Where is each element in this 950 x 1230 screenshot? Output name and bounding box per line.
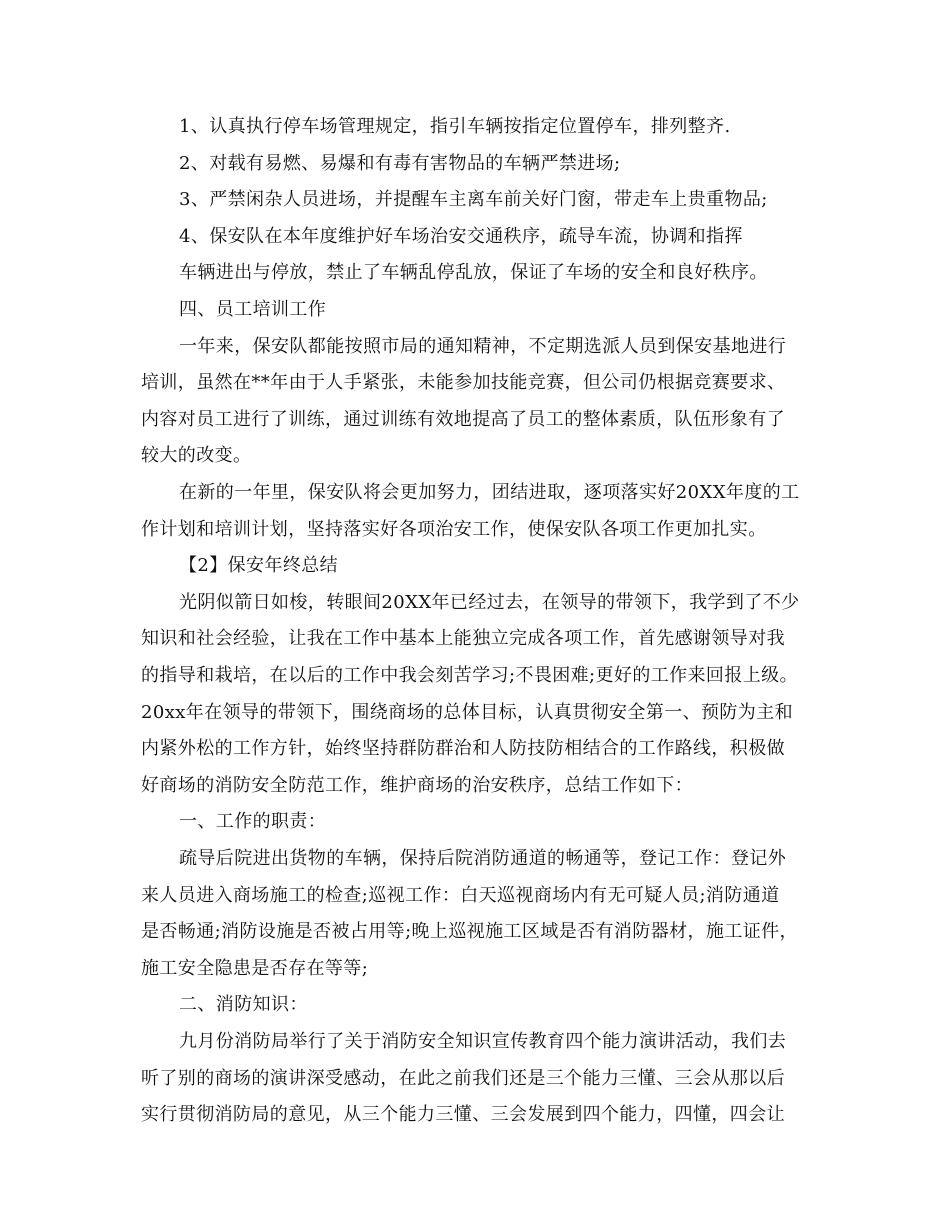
text-line: 一年来，保安队都能按照市局的通知精神，不定期选派人员到保安基地进行 <box>179 335 787 357</box>
text-line: 作计划和培训计划，坚持落实好各项治安工作，使保安队各项工作更加扎实。 <box>141 518 767 540</box>
text-line: 2、对载有易燃、易爆和有毒有害物品的车辆严禁进场; <box>179 152 621 174</box>
text-line: 内紧外松的工作方针，始终坚持群防群治和人防技防相结合的工作路线，积极做 <box>141 738 785 760</box>
text-line: 施工安全隐患是否存在等等; <box>141 957 369 979</box>
text-line: 较大的改变。 <box>141 445 252 467</box>
text-line: 1、认真执行停车场管理规定，指引车辆按指定位置停车，排列整齐. <box>179 116 731 137</box>
text-line: 二、消防知识： <box>179 994 308 1016</box>
text-line: 在新的一年里，保安队将会更加努力，团结进取，逐项落实好20XX年度的工 <box>179 482 800 503</box>
text-line: 疏导后院进出货物的车辆，保持后院消防通道的畅通等，登记工作：登记外 <box>179 848 787 869</box>
text-line: 4、保安队在本年度维护好车场治安交通秩序，疏导车流，协调和指挥 <box>179 225 743 247</box>
text-line: 培训，虽然在**年由于人手紧张，未能参加技能竞赛，但公司仍根据竞赛要求、 <box>141 372 786 394</box>
text-line: 的指导和栽培，在以后的工作中我会刻苦学习;不畏困难;更好的工作来回报上级。 <box>141 665 798 686</box>
text-line: 四、员工培训工作 <box>179 299 327 320</box>
text-line: 20xx年在领导的带领下，围绕商场的总体目标，认真贯彻安全第一、预防为主和 <box>141 701 794 723</box>
text-line: 一、工作的职责： <box>179 811 327 833</box>
text-line: 知识和社会经验，让我在工作中基本上能独立完成各项工作，首先感谢领导对我 <box>141 628 785 650</box>
text-line: 实行贯彻消防局的意见，从三个能力三懂、三会发展到四个能力，四懂，四会让 <box>141 1104 785 1126</box>
text-line: 车辆进出与停放，禁止了车辆乱停乱放，保证了车场的安全和良好秩序。 <box>179 262 768 284</box>
text-line: 是否畅通;消防设施是否被占用等;晚上巡视施工区域是否有消防器材，施工证件， <box>141 921 798 943</box>
text-line: 九月份消防局举行了关于消防安全知识宣传教育四个能力演讲活动，我们去 <box>179 1031 787 1052</box>
text-line: 内容对员工进行了训练，通过训练有效地提高了员工的整体素质，队伍形象有了 <box>141 408 785 430</box>
text-line: 听了别的商场的演讲深受感动，在此之前我们还是三个能力三懂、三会从那以后 <box>141 1067 785 1089</box>
text-line: 【2】保安年终总结 <box>179 555 339 577</box>
text-line: 好商场的消防安全防范工作，维护商场的治安秩序，总结工作如下： <box>141 774 693 796</box>
text-line: 光阴似箭日如梭，转眼间20XX年已经过去，在领导的带领下，我学到了不少 <box>179 591 800 613</box>
text-line: 3、严禁闲杂人员进场，并提醒车主离车前关好门窗，带走车上贵重物品; <box>179 189 768 211</box>
text-line: 来人员进入商场施工的检查;巡视工作：白天巡视商场内有无可疑人员;消防通道 <box>141 884 780 906</box>
